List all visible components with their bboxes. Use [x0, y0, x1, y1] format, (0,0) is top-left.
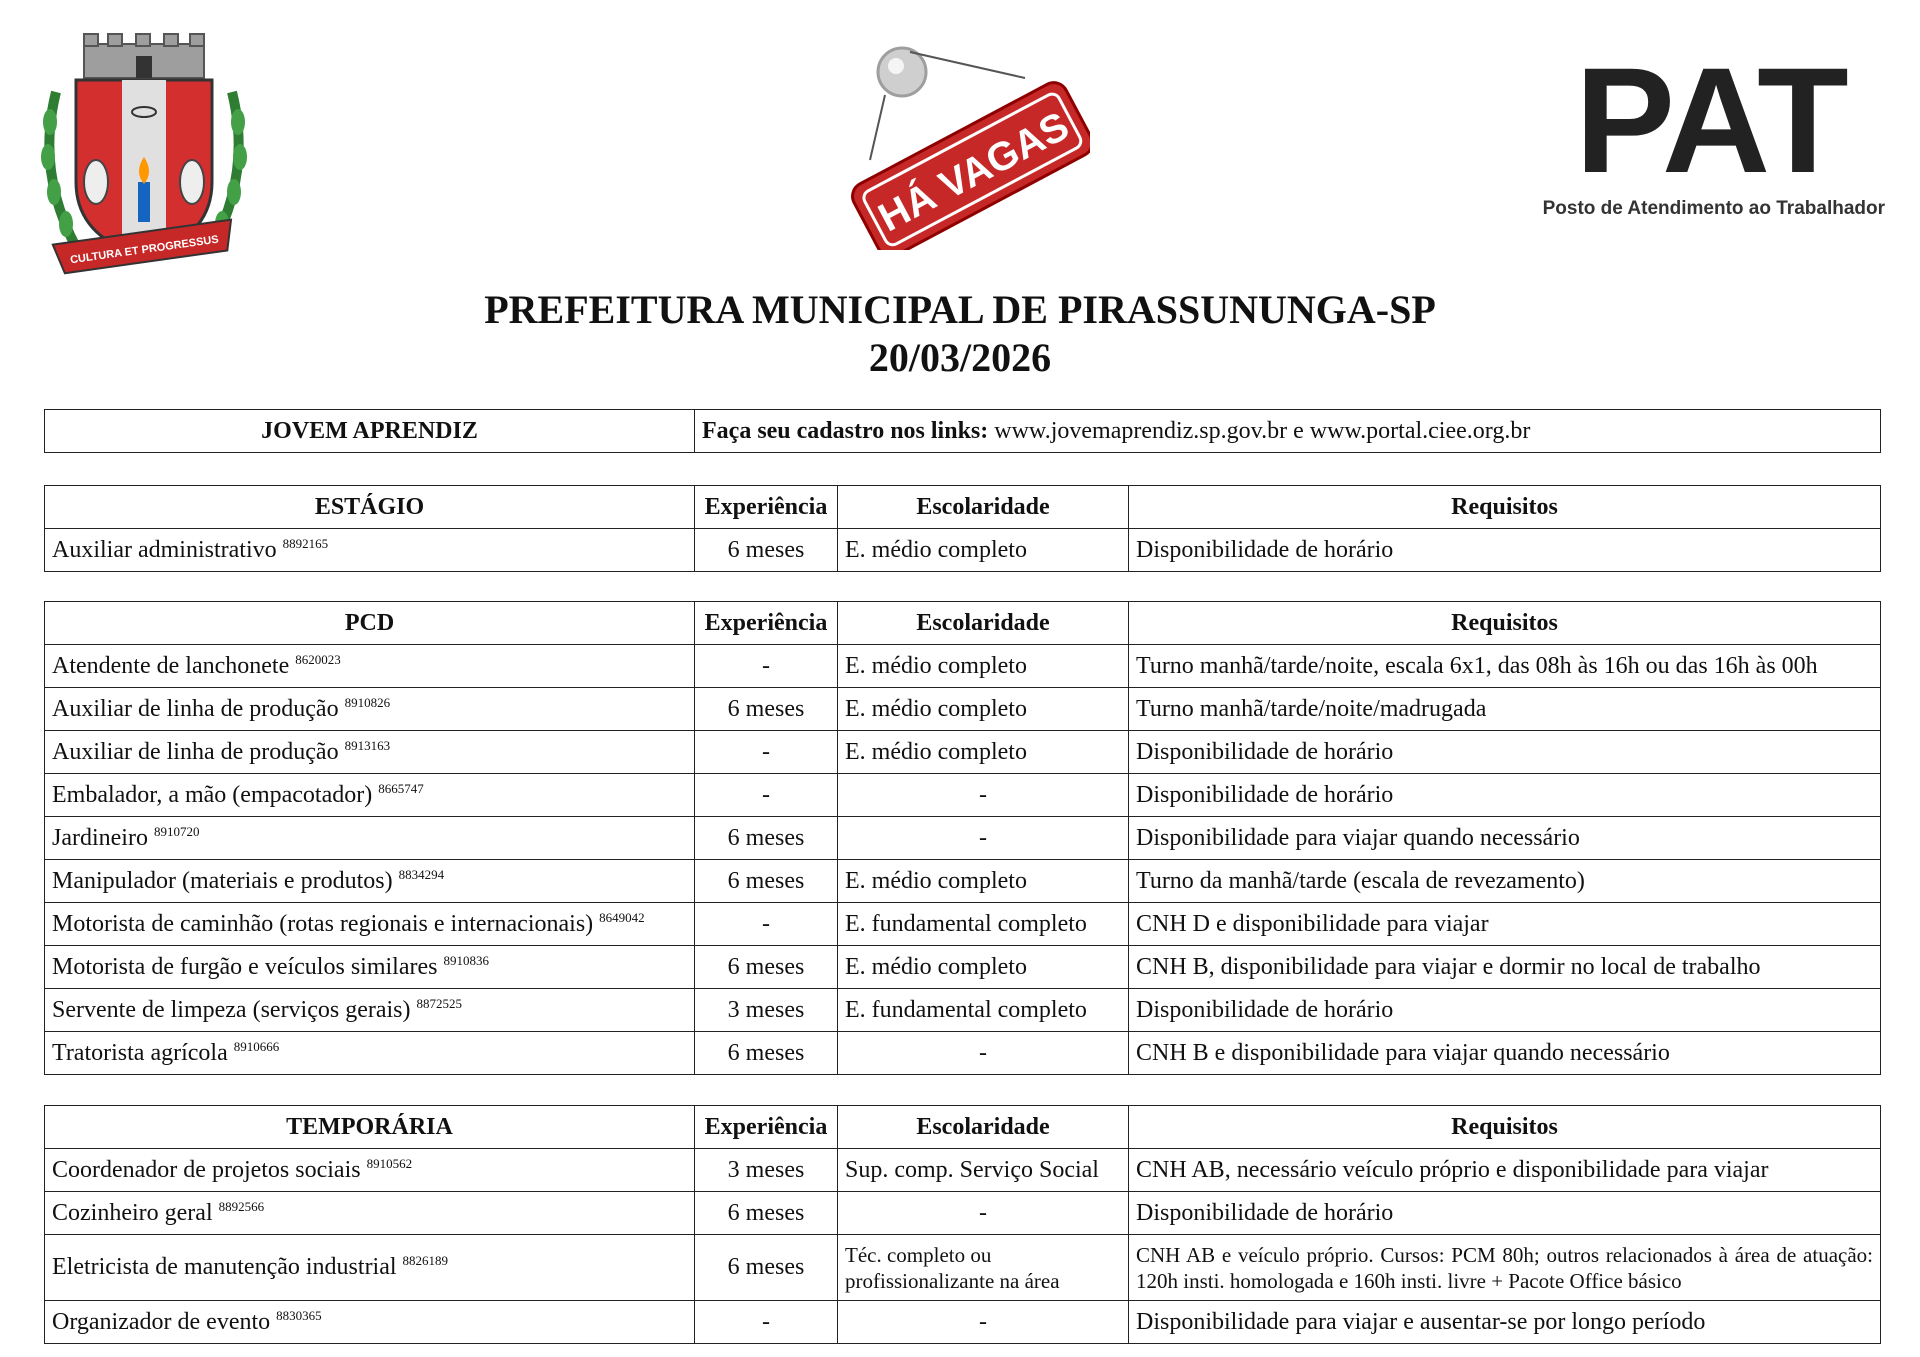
col-escolaridade: Escolaridade — [838, 602, 1129, 645]
page-title: PREFEITURA MUNICIPAL DE PIRASSUNUNGA-SP — [484, 287, 1436, 332]
experience-cell: - — [695, 774, 838, 817]
experience-cell: - — [695, 645, 838, 688]
job-code: 8910562 — [366, 1155, 413, 1171]
requirements-cell: Turno manhã/tarde/noite, escala 6x1, das 08h às 16h ou das 16h às 00h — [1129, 645, 1881, 688]
job-title: Tratorista agrícola $^{8910666}$ — [45, 1032, 695, 1075]
pat-subtitle: Posto de Atendimento ao Trabalhador — [1542, 198, 1885, 219]
education-cell: Téc. completo ou profissionalizante na área — [838, 1235, 1129, 1301]
job-code: 8834294 — [398, 866, 445, 882]
temporaria-table — [44, 1105, 1881, 1344]
pat-logo-word: PAT — [1575, 36, 1847, 204]
col-requisitos: Requisitos — [1129, 602, 1881, 645]
col-requisitos: Requisitos — [1129, 1106, 1881, 1149]
jovem-aprendiz-label: JOVEM APRENDIZ — [45, 410, 695, 453]
requirements-cell: Turno da manhã/tarde (escala de revezamento) — [1129, 860, 1881, 903]
col-requisitos: Requisitos — [1129, 486, 1881, 529]
experience-cell: 6 meses — [695, 1032, 838, 1075]
table-row — [45, 1301, 1881, 1344]
col-experiencia: Experiência — [695, 486, 838, 529]
requirements-cell: Turno manhã/tarde/noite/madrugada — [1129, 688, 1881, 731]
experience-cell: - — [695, 731, 838, 774]
job-title: Auxiliar administrativo $^{8892165}$ — [45, 529, 695, 572]
job-title: Jardineiro $^{8910720}$ — [45, 817, 695, 860]
job-code: 8620023 — [295, 651, 341, 667]
requirements-cell: CNH B, disponibilidade para viajar e dormir no local de trabalho — [1129, 946, 1881, 989]
estagio-table — [44, 485, 1881, 572]
experience-cell: - — [695, 903, 838, 946]
job-code: 8872525 — [416, 995, 463, 1011]
experience-cell: 6 meses — [695, 1235, 838, 1301]
requirements-cell: Disponibilidade de horário — [1129, 989, 1881, 1032]
pcd-title: PCD — [45, 602, 695, 645]
job-code: 8910826 — [344, 694, 391, 710]
estagio-title: ESTÁGIO — [45, 486, 695, 529]
education-cell: E. médio completo — [838, 688, 1129, 731]
experience-cell: 6 meses — [695, 946, 838, 989]
education-cell: E. fundamental completo — [838, 903, 1129, 946]
col-experiencia: Experiência — [695, 1106, 838, 1149]
job-title: Coordenador de projetos sociais $^{8910562}$ — [45, 1149, 695, 1192]
col-escolaridade: Escolaridade — [838, 486, 1129, 529]
requirements-cell: Disponibilidade de horário — [1129, 1192, 1881, 1235]
education-cell: E. médio completo — [838, 860, 1129, 903]
jovem-aprendiz-row — [45, 410, 1881, 453]
pcd-table — [44, 601, 1881, 1075]
education-cell: - — [838, 774, 1129, 817]
job-title: Servente de limpeza (serviços gerais) $^{8872525}$ — [45, 989, 695, 1032]
table-row — [45, 1149, 1881, 1192]
job-title: Auxiliar de linha de produção $^{8913163}$ — [45, 731, 695, 774]
education-cell: E. médio completo — [838, 946, 1129, 989]
requirements-cell: Disponibilidade para viajar quando necessário — [1129, 817, 1881, 860]
ha-vagas-sign — [830, 30, 1090, 250]
education-cell: - — [838, 1032, 1129, 1075]
job-code: 8830365 — [276, 1307, 322, 1323]
job-code: 8892566 — [218, 1198, 265, 1214]
job-code: 8910720 — [153, 823, 200, 839]
table-row — [45, 774, 1881, 817]
requirements-cell: Disponibilidade de horário — [1129, 774, 1881, 817]
experience-cell: 3 meses — [695, 1149, 838, 1192]
experience-cell: 6 meses — [695, 529, 838, 572]
table-row — [45, 645, 1881, 688]
job-code: 8913163 — [344, 737, 391, 753]
col-experiencia: Experiência — [695, 602, 838, 645]
temporaria-header-row — [45, 1106, 1881, 1149]
education-cell: - — [838, 1192, 1129, 1235]
requirements-cell: CNH B e disponibilidade para viajar quando necessário — [1129, 1032, 1881, 1075]
job-title: Atendente de lanchonete $^{8620023}$ — [45, 645, 695, 688]
education-cell: - — [838, 1301, 1129, 1344]
job-code: 8665747 — [378, 780, 424, 796]
experience-cell: 3 meses — [695, 989, 838, 1032]
requirements-cell: Disponibilidade para viajar e ausentar-se por longo período — [1129, 1301, 1881, 1344]
job-code: 8910666 — [233, 1038, 280, 1054]
education-cell: Sup. comp. Serviço Social — [838, 1149, 1129, 1192]
education-cell: E. médio completo — [838, 529, 1129, 572]
link-text[interactable]: www.jovemaprendiz.sp.gov.br e www.portal.ciee.org.br — [994, 417, 1531, 444]
education-cell: E. fundamental completo — [838, 989, 1129, 1032]
page-header — [0, 0, 1920, 300]
job-title: Motorista de furgão e veículos similares $^{8910836}$ — [45, 946, 695, 989]
job-title: Motorista de caminhão (rotas regionais e internacionais) $^{8649042}$ — [45, 903, 695, 946]
title-block — [0, 286, 1920, 382]
crest-motto: CULTURA ET PROGRESSUS — [69, 233, 220, 267]
experience-cell: - — [695, 1301, 838, 1344]
sign-text: HÁ VAGAS — [871, 103, 1076, 241]
requirements-cell: CNH AB, necessário veículo próprio e disponibilidade para viajar — [1129, 1149, 1881, 1192]
experience-cell: 6 meses — [695, 860, 838, 903]
job-code: 8826189 — [402, 1253, 449, 1268]
requirements-cell: CNH D e disponibilidade para viajar — [1129, 903, 1881, 946]
requirements-cell: Disponibilidade de horário — [1129, 731, 1881, 774]
table-row — [45, 688, 1881, 731]
table-row — [45, 1192, 1881, 1235]
job-title: Auxiliar de linha de produção $^{8910826}$ — [45, 688, 695, 731]
requirements-cell: Disponibilidade de horário — [1129, 529, 1881, 572]
link-label: Faça seu cadastro nos links: — [702, 417, 989, 444]
table-row — [45, 817, 1881, 860]
table-row — [45, 529, 1881, 572]
table-row — [45, 731, 1881, 774]
requirements-cell: CNH AB e veículo próprio. Cursos: PCM 80h; outros relacionados à área de atuação: 120h insti. homologada e 160h insti. livre + Pacote Office básico — [1129, 1235, 1881, 1301]
table-row — [45, 946, 1881, 989]
job-title: Embalador, a mão (empacotador) $^{8665747}$ — [45, 774, 695, 817]
experience-cell: 6 meses — [695, 688, 838, 731]
jovem-aprendiz-links — [695, 410, 1881, 453]
job-title: Organizador de evento $^{8830365}$ — [45, 1301, 695, 1344]
job-code: 8649042 — [599, 909, 645, 925]
job-title: Cozinheiro geral $^{8892566}$ — [45, 1192, 695, 1235]
job-code: 8892165 — [282, 535, 329, 551]
job-code: 8910836 — [443, 952, 489, 968]
pcd-header-row — [45, 602, 1881, 645]
education-cell: E. médio completo — [838, 731, 1129, 774]
temporaria-title: TEMPORÁRIA — [45, 1106, 695, 1149]
table-row — [45, 860, 1881, 903]
table-row — [45, 1235, 1881, 1301]
page-date: 20/03/2026 — [868, 335, 1052, 380]
education-cell: - — [838, 817, 1129, 860]
estagio-header-row — [45, 486, 1881, 529]
education-cell: E. médio completo — [838, 645, 1129, 688]
experience-cell: 6 meses — [695, 1192, 838, 1235]
table-row — [45, 903, 1881, 946]
col-escolaridade: Escolaridade — [838, 1106, 1129, 1149]
city-crest-logo — [36, 32, 252, 286]
job-title: Manipulador (materiais e produtos) $^{8834294}$ — [45, 860, 695, 903]
jovem-aprendiz-table — [44, 409, 1881, 453]
job-title: Eletricista de manutenção industrial $^{8826189}$ — [45, 1235, 695, 1301]
table-row — [45, 989, 1881, 1032]
table-row — [45, 1032, 1881, 1075]
experience-cell: 6 meses — [695, 817, 838, 860]
pat-logo — [1515, 36, 1885, 235]
